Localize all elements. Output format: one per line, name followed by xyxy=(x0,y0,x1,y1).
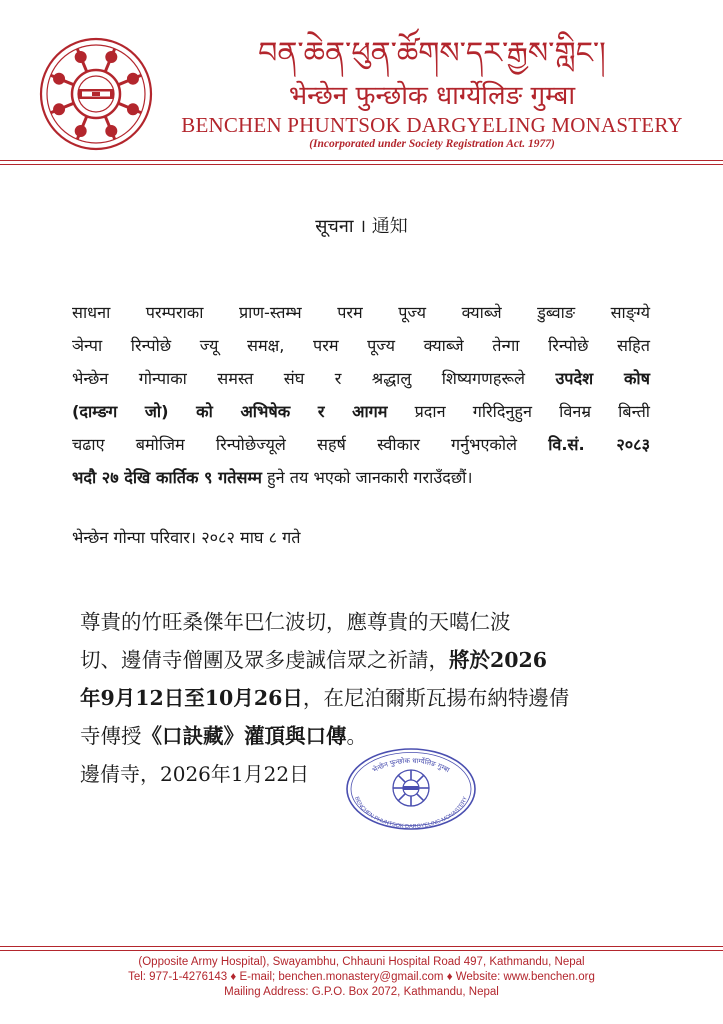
nepali-bold-text: वि.सं. २०८३ xyxy=(548,435,650,454)
chinese-text: 寺傳授 xyxy=(80,724,142,748)
header-rule-top xyxy=(0,160,723,161)
nepali-text: हुने तय भएको जानकारी गराउँदछौं। xyxy=(261,468,473,487)
monastery-seal-stamp xyxy=(344,746,478,832)
wheel-spoke-knob xyxy=(128,105,137,114)
stamp-bottom-text: BENCHEN PHUNTSOK DARGYELING MONASTERY xyxy=(353,796,469,831)
footer-address: (Opposite Army Hospital), Swayambhu, Chhauni Hospital Road 497, Kathmandu, Nepal xyxy=(138,956,585,968)
footer-mailing-address: Mailing Address: G.P.O. Box 2072, Kathmandu, Nepal xyxy=(224,986,499,998)
wheel-spoke-knob xyxy=(128,74,137,83)
nepali-line: साधना परम्पराका प्राण-स्तम्भ परम पूज्य क्याब्जे डुब्वाङ साङ्ग्ये xyxy=(72,303,650,322)
chinese-text: ，在尼泊爾斯瓦揚布納特邊倩 xyxy=(302,686,570,710)
stamp-wheel-spoke xyxy=(398,794,405,801)
wheel-spoke-knob xyxy=(107,126,116,135)
dharma-wheel-logo xyxy=(38,36,154,152)
chinese-bold-text: 年9月12日至10月26日 xyxy=(80,686,303,710)
stamp-wheel-spoke xyxy=(398,775,405,782)
footer-rule-top xyxy=(0,946,723,947)
header-rule-bottom xyxy=(0,164,723,165)
chinese-signature-date: 邊倩寺，2026年1月22日 xyxy=(80,762,310,786)
nepali-bold-text: भदौ २७ देखि कार्तिक ९ गतेसम्म xyxy=(72,468,262,487)
stamp-top-text: भेन्छेन फुन्छोक धार्ग्येलिङ गुम्बा xyxy=(371,756,451,775)
footer-contact xyxy=(0,955,723,1000)
chinese-notice-paragraph xyxy=(80,603,650,755)
nepali-notice-paragraph xyxy=(72,296,650,494)
chinese-bold-text: 將於2026 xyxy=(449,648,548,672)
stamp-wheel-spoke xyxy=(417,794,424,801)
wheel-spoke-knob xyxy=(76,53,85,62)
english-monastery-name: BENCHEN PHUNTSOK DARGYELING MONASTERY xyxy=(181,113,683,137)
wheel-spoke-knob xyxy=(55,74,64,83)
chinese-line: 尊貴的竹旺桑傑年巴仁波切，應尊貴的天噶仁波 xyxy=(80,610,511,634)
nepali-line: ञेन्पा रिन्पोछे ज्यू समक्ष, परम पूज्य क्याब्जे तेन्गा रिन्पोछे सहित xyxy=(72,336,650,355)
nepali-line xyxy=(72,461,650,494)
wheel-spoke-knob xyxy=(76,126,85,135)
nepali-line xyxy=(72,362,650,395)
stamp-wheel-spoke xyxy=(417,775,424,782)
nepali-bold-text: को अभिषेक र आगम xyxy=(168,402,388,421)
nepali-text: चढाए बमोजिम रिन्पोछेज्यूले सहर्ष स्वीकार गर्नुभएकोले xyxy=(72,435,549,454)
nepali-bold-text: (दाम्ङग जो) xyxy=(72,402,169,421)
nepali-monastery-name: भेन्छेन फुन्छोक धार्ग्येलिङ गुम्बा xyxy=(288,81,576,111)
nepali-signature-date: भेन्छेन गोन्पा परिवार। २०८२ माघ ८ गते xyxy=(72,528,301,547)
footer-contact-line: Tel: 977-1-4276143 ♦ E-mail; benchen.monastery@gmail.com ♦ Website: www.benchen.org xyxy=(128,971,595,983)
nepali-text: भेन्छेन गोन्पाका समस्त संघ र श्रद्धालु शिष्यगणहरूले xyxy=(72,369,556,388)
nepali-line xyxy=(72,395,650,428)
tibetan-monastery-name: བན་ཆེན་ཕུན་ཚོགས་དར་རྒྱས་གླིང་། xyxy=(258,36,606,71)
wheel-spoke-knob xyxy=(55,105,64,114)
nepali-bold-text: उपदेश कोष xyxy=(555,369,650,388)
chinese-line xyxy=(80,679,650,717)
footer-rule-bottom xyxy=(0,950,723,951)
chinese-text: 。 xyxy=(346,724,367,748)
notice-title: सूचना । 通知 xyxy=(315,216,408,237)
chinese-text: 切、邊倩寺僧團及眾多虔誠信眾之祈請， xyxy=(80,648,449,672)
incorporation-note: (Incorporated under Society Registration Act. 1977) xyxy=(309,138,555,150)
wheel-spoke-knob xyxy=(107,53,116,62)
chinese-bold-text: 《口訣藏》灌頂與口傳 xyxy=(141,724,347,748)
chinese-line xyxy=(80,641,650,679)
nepali-text: प्रदान गरिदिनुहुन विनम्र बिन्ती xyxy=(387,402,650,421)
nepali-line xyxy=(72,428,650,461)
